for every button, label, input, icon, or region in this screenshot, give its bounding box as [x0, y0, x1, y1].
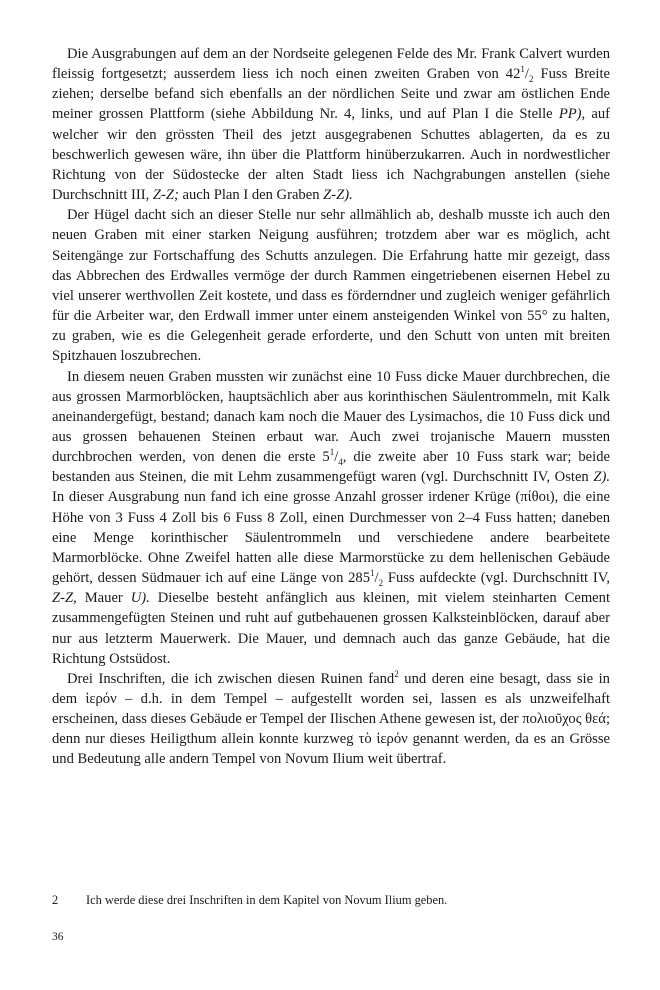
italic-ref-zz-2: Z-Z). [323, 187, 353, 204]
page-body [52, 44, 610, 770]
italic-ref-u: U). [130, 590, 150, 607]
italic-ref-zz-1: Z-Z; [152, 187, 179, 204]
paragraph-4 [52, 669, 610, 770]
paragraph-3-text-f: Dieselbe besteht anfänglich aus kleinen, mit vielem steinharten Cement zusammengefügten Steinen und ruht auf gutbehauenen grossen Kalksteinblöcken, darauf aber nur aus letzterm Mauerwerk. Die Mauer, und demnach auch das ganze Gebäude, hat die Richtung Ostsüdost. [52, 590, 611, 667]
paragraph-3-text-c: In dieser Ausgrabung nun fand ich eine grosse Anzahl grosser irdener Krüge (πίθοι), die eine Höhe von 3 Fuss 4 Zoll bis 6 Fuss 8 Zoll, einen Durchmesser von 2–4 Fuss hatten; daneben eine Menge korinthischer Säulentrommeln und verschiedene andere bearbeitete Marmorblöcke. Ohne Zweifel hatten alle diese Marmorstücke zu dem hellenischen Gebäude gehört, dessen Südmauer ich auf eine Länge von 285 [52, 489, 610, 587]
paragraph-4-text-b: und deren eine besagt, dass sie in dem ἱερόν – d.h. in dem Tempel – aufgestellt worden sei, lassen es als unzweifelhaft erscheinen, dass dieses Gebäude er Tempel der Ilischen Athene gewesen ist, der πολιοῦχος θεά; denn nur dieses Heiligthum allein konnte kurzweg τὸ ἱερόν genannt werden, da es an Grösse und Bedeutung alle andern Tempel von Novum Ilium weit übertraf. [52, 670, 610, 768]
italic-ref-pp: PP), [558, 106, 586, 123]
paragraph-1-text-b: Fuss Breite ziehen; derselbe befand sich ebenfalls an der nördlichen Seite und zwar am östlichen Ende meiner grossen Plattform (siehe Abbildung Nr. 4, links, und auf Plan I die Stelle [52, 66, 610, 123]
paragraph-2 [52, 205, 610, 366]
paragraph-4-text-a: Drei Inschriften, die ich zwischen diesen Ruinen fand [67, 670, 395, 687]
paragraph-3 [52, 367, 610, 669]
footnote [52, 892, 610, 908]
fraction-numerator: 1 [329, 447, 335, 458]
paragraph-3-text-a: In diesem neuen Graben mussten wir zunächst eine 10 Fuss dicke Mauer durchbrechen, die aus grossen Marmorblöcken, hauptsächlich aber aus korinthischen Säulentrommeln, mit Kalk aneinandergefügt, bestand; danach kam noch die Mauer des Lysimachos, die 10 Fuss dick und aus grossen behauenen Steinen erbaut war. Auch zwei trojanische Mauern mussten durchbrochen werden, von denen die erste 5 [52, 368, 610, 466]
paragraph-1-text-d: auch Plan I den Graben [178, 187, 324, 204]
fraction-slash: / [374, 570, 379, 587]
fraction-denominator: 4 [338, 457, 343, 468]
footnote-marker: 2 [394, 668, 399, 679]
page-number: 36 [52, 931, 64, 943]
fraction-slash: / [524, 66, 529, 83]
fraction-denominator: 2 [528, 74, 534, 85]
paragraph-1-text-c: auf welcher wir den grössten Theil des jetzt ausgegrabenen Schuttes ablagerten, da es zu beschwerlich gewesen wäre, ihn über die Plattform hinüberzukarren. Auch in nordwestlicher Richtung von der Südostecke der alten Stadt liess ich Nachgrabungen anstellen (siehe Durchschnitt III, [52, 106, 610, 204]
fraction-denominator: 2 [378, 577, 384, 588]
paragraph-1-text-a: Die Ausgrabungen auf dem an der Nordseite gelegenen Felde des Mr. Frank Calvert wurden fleissig fortgesetzt; ausserdem liess ich noch einen zweiten Graben von 42 [52, 46, 610, 83]
paragraph-2-text: Der Hügel dacht sich an dieser Stelle nur sehr allmählich ab, deshalb musste ich auch den neuen Graben mit einer starken Neigung ausführen; trotzdem aber war es möglich, acht Seitengänge zur Fortschaffung des Schutts anzulegen. Die Erfahrung hatte mir gezeigt, dass das Abbrechen des Erdwalles vermöge der durch Rammen eingetriebenen eisernen Hebel zu viel unserer werthvollen Zeit kostete, und dass es förderndner und zugleich weniger gefährlich für die Arbeiter war, den Erdwall immer unter einem ansteigenden Winkel von 55° zu halten, zu graben, wie es die Gelegenheit gerade erforderte, und den Schutt von unten mit breiten Spitzhauen loszubrechen. [52, 207, 610, 365]
paragraph-3-text-b: , die zweite aber 10 Fuss stark war; beide bestanden aus Steinen, die mit Lehm zusammengefügt waren (vgl. Durchschnitt IV, Osten [52, 449, 610, 486]
fraction-slash: / [334, 449, 339, 466]
paragraph-1 [52, 44, 610, 205]
footnote-number: 2 [52, 893, 59, 907]
fraction-numerator: 1 [520, 64, 525, 75]
italic-ref-z: Z). [593, 469, 610, 486]
italic-ref-zz-3: Z-Z, [52, 590, 77, 607]
fraction-numerator: 1 [370, 568, 375, 579]
footnote-text: Ich werde diese drei Inschriften in dem Kapitel von Novum Ilium geben. [86, 893, 448, 907]
paragraph-3-text-d: Fuss aufdeckte (vgl. Durchschnitt IV, [383, 570, 611, 587]
paragraph-3-text-e: Mauer [76, 590, 131, 607]
